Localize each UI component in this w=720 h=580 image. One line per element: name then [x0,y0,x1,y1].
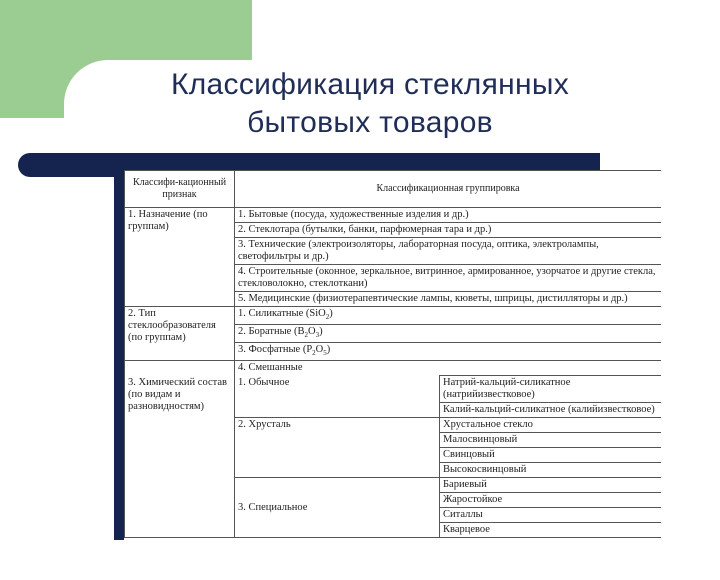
purpose-item: 3. Технические (электроизоляторы, лабораторная посуда, оптика, электролампы, светофильтры и др.) [235,238,662,265]
purpose-item: 1. Бытовые (посуда, художественные изделия и др.) [235,208,662,223]
criterion-purpose: 1. Назначение (по группам) [125,208,235,307]
table-row [125,361,662,376]
classification-table [124,170,661,538]
glass-former-item: 4. Смешанные [235,361,662,376]
composition-subitem: Кварцевое [440,523,662,538]
composition-subitem: Ситаллы [440,508,662,523]
classification-table-image [124,170,661,540]
glass-former-item: 1. Силикатные (SiO$_2$) [235,307,662,325]
header-criterion: Классифи-кационный признак [125,171,235,208]
empty-cell [125,361,235,376]
composition-subitem: Высокосвинцовый [440,463,662,478]
composition-subitem: Жаростойкое [440,493,662,508]
composition-regular: 1. Обычное [235,376,440,418]
purpose-item: 4. Строительные (оконное, зеркальное, витринное, армированное, узорчатое и другие стекла, стекловолокно, стеклоткани) [235,265,662,292]
composition-subitem: Калий-кальций-силикатное (калийизвестковое) [440,403,662,418]
composition-subitem: Малосвинцовый [440,433,662,448]
table-row [125,376,662,403]
criterion-composition: 3. Химический состав (по видам и разновидностям) [125,376,235,538]
composition-crystal: 2. Хрусталь [235,418,440,478]
criterion-glass-former: 2. Тип стеклообразователя (по группам) [125,307,235,361]
composition-subitem: Свинцовый [440,448,662,463]
composition-subitem: Натрий-кальций-силикатное (натрийизвестковое) [440,376,662,403]
header-grouping: Классификационная группировка [235,171,662,208]
table-row [125,307,662,325]
slide-title-line-1: Классификация стеклянных [170,68,570,101]
composition-subitem: Хрустальное стекло [440,418,662,433]
slide-title-line-2: бытовых товаров [247,106,493,139]
composition-special: 3. Специальное [235,478,440,538]
table-row [125,208,662,223]
glass-former-item: 2. Боратные $(B_2O_3)$ [235,325,662,343]
composition-subitem: Бариевый [440,478,662,493]
table-header-row [125,171,662,208]
purpose-item: 5. Медицинские (физиотерапевтические лампы, кюветы, шприцы, дистилляторы и др.) [235,292,662,307]
purpose-item: 2. Стеклотара (бутылки, банки, парфюмерная тара и др.) [235,223,662,238]
glass-former-item: 3. Фосфатные $(P_2O_5)$ [235,343,662,361]
slide-title [90,66,650,142]
